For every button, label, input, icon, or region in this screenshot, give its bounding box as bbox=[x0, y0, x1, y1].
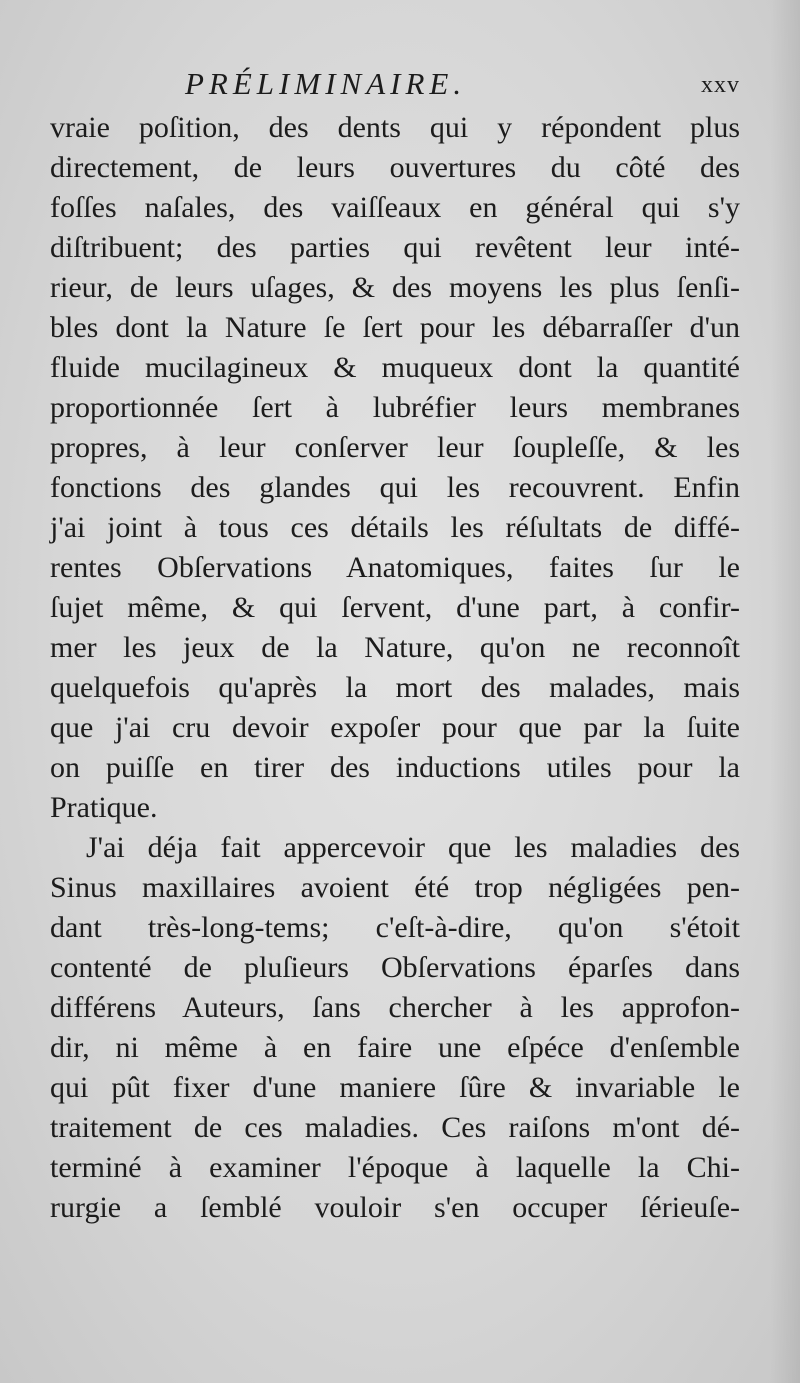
text-line: fluide mucilagineux & muqueux dont la quantité bbox=[50, 351, 740, 384]
paragraph-2 bbox=[50, 828, 740, 1228]
text-line: fonctions des glandes qui les recouvrent. Enfin bbox=[50, 471, 740, 504]
text-line: j'ai joint à tous ces détails les réſultats de diffé- bbox=[50, 511, 740, 544]
text-line: ſujet même, & qui ſervent, d'une part, à confir- bbox=[50, 591, 740, 624]
text-line: J'ai déja fait appercevoir que les maladies des bbox=[86, 831, 740, 864]
text-line: on puiſſe en tirer des inductions utiles pour la bbox=[50, 751, 740, 784]
text-line: propres, à leur conſerver leur ſoupleſſe, & les bbox=[50, 431, 740, 464]
text-line: mer les jeux de la Nature, qu'on ne reconnoît bbox=[50, 631, 740, 664]
text-line: diſtribuent; des parties qui revêtent leur inté- bbox=[50, 231, 740, 264]
text-line: contenté de pluſieurs Obſervations éparſes dans bbox=[50, 951, 740, 984]
text-line: terminé à examiner l'époque à laquelle la Chi- bbox=[50, 1151, 740, 1184]
text-line: bles dont la Nature ſe ſert pour les débarraſſer d'un bbox=[50, 311, 740, 344]
text-line: dant très-long-tems; c'eſt-à-dire, qu'on s'étoit bbox=[50, 911, 740, 944]
text-line: traitement de ces maladies. Ces raiſons m'ont dé- bbox=[50, 1111, 740, 1144]
text-line: Sinus maxillaires avoient été trop négligées pen- bbox=[50, 871, 740, 904]
text-line: foſſes naſales, des vaiſſeaux en général qui s'y bbox=[50, 191, 740, 224]
text-line: proportionnée ſert à lubréfier leurs membranes bbox=[50, 391, 740, 424]
text-line: différens Auteurs, ſans chercher à les approfon- bbox=[50, 991, 740, 1024]
text-line: que j'ai cru devoir expoſer pour que par la ſuite bbox=[50, 711, 740, 744]
text-line: Pratique. bbox=[50, 791, 158, 824]
text-line: rurgie a ſemblé vouloir s'en occuper ſérieuſe- bbox=[50, 1191, 740, 1224]
running-title: PRÉLIMINAIRE. bbox=[185, 66, 467, 101]
text-line: quelquefois qu'après la mort des malades, mais bbox=[50, 671, 740, 704]
text-line: dir, ni même à en faire une eſpéce d'enſemble bbox=[50, 1031, 740, 1064]
paragraph-1 bbox=[50, 108, 740, 828]
body-text bbox=[50, 108, 740, 1228]
text-line: directement, de leurs ouvertures du côté des bbox=[50, 151, 740, 184]
text-line: rentes Obſervations Anatomiques, faites ſur le bbox=[50, 551, 740, 584]
text-line: qui pût fixer d'une maniere ſûre & invariable le bbox=[50, 1071, 740, 1104]
page-header bbox=[50, 66, 740, 110]
page-edge-shadow bbox=[770, 0, 800, 1383]
page-number: xxv bbox=[701, 72, 740, 98]
text-line: vraie poſition, des dents qui y répondent plus bbox=[50, 111, 740, 144]
text-line: rieur, de leurs uſages, & des moyens les plus ſenſi- bbox=[50, 271, 740, 304]
